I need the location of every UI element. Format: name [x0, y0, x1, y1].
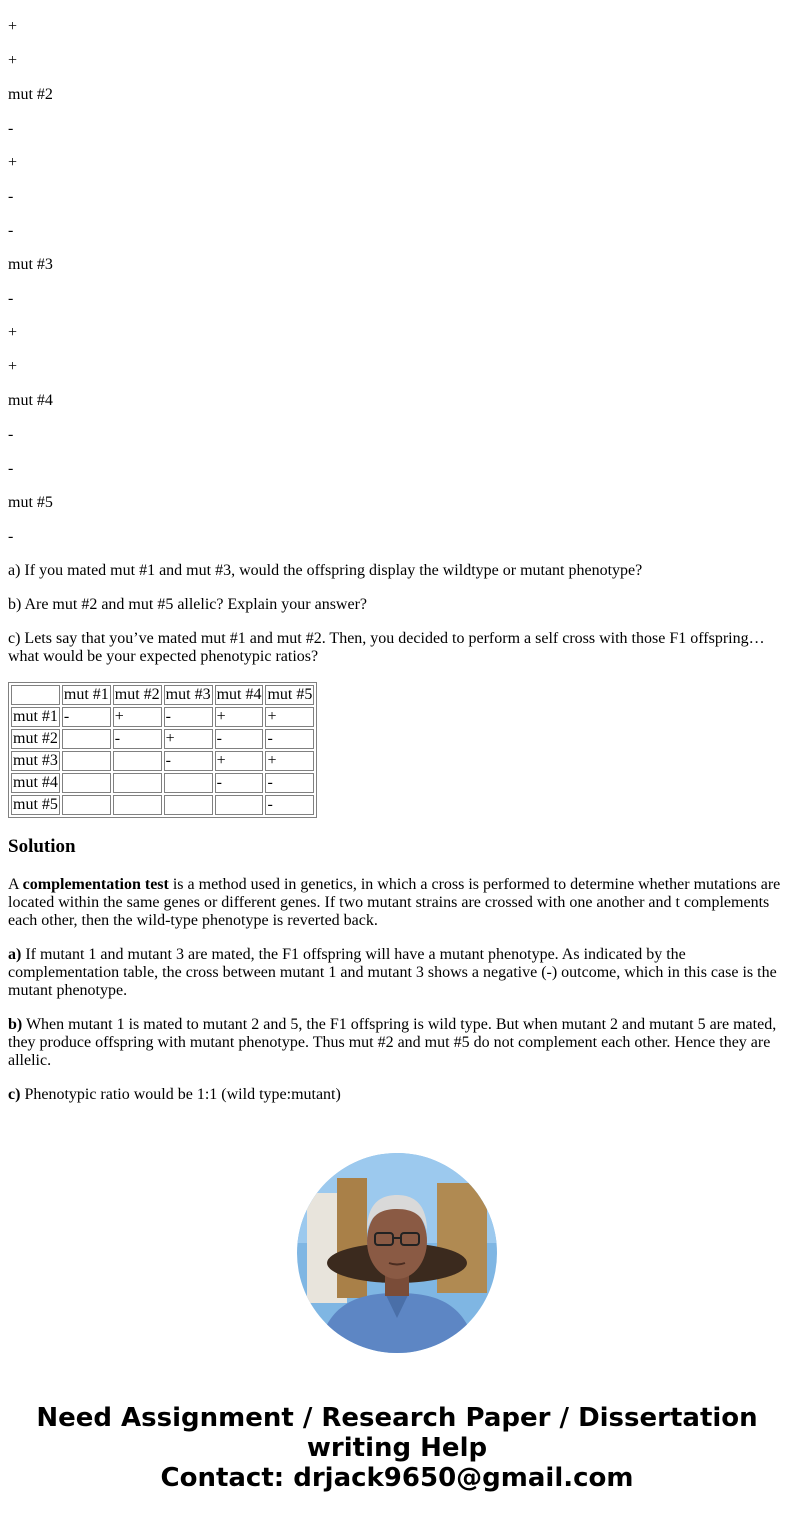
table-cell: mut #1 — [13, 708, 58, 725]
intro-post: is a method used in genetics, in which a cross is performed to determine whether mutations are located within the same genes or different genes. If two mutant strains are crossed with one another and t complements each other, then the wild-type phenotype is reverted back. — [8, 876, 781, 929]
table-cell: + — [215, 751, 264, 771]
table-cell: - — [164, 751, 213, 771]
table-header-row — [11, 685, 314, 705]
table-cell — [113, 751, 162, 771]
footer-line-1: Need Assignment / Research Paper / Dissertation — [36, 1403, 758, 1433]
footer-contact: Contact: drjack9650@gmail.com — [160, 1463, 634, 1493]
table-row — [11, 751, 314, 771]
solution-intro — [8, 876, 786, 930]
table-cell: mut #4 — [13, 774, 58, 791]
text-line: mut #3 — [8, 256, 53, 273]
text-line: + — [8, 52, 18, 69]
table-cell — [113, 795, 162, 815]
question-b: b) Are mut #2 and mut #5 allelic? Explain your answer? — [8, 596, 368, 613]
text-line: - — [8, 188, 14, 205]
answer-a-text: If mutant 1 and mutant 3 are mated, the F1 offspring will have a mutant phenotype. As indicated by the complementation table, the cross between mutant 1 and mutant 3 shows a negative (-) outcome, which in this case is the mutant phenotype. — [8, 946, 777, 999]
table-header-cell: mut #2 — [114, 686, 160, 703]
table-cell — [215, 795, 264, 815]
table-cell: - — [265, 773, 314, 793]
text-line: - — [8, 426, 14, 443]
table-cell — [62, 773, 111, 793]
table-cell: - — [265, 729, 314, 749]
table-cell: - — [62, 707, 111, 727]
text-line: + — [8, 358, 18, 375]
author-photo-illustration — [297, 1153, 497, 1353]
intro-pre: A — [8, 876, 23, 893]
table-cell — [113, 773, 162, 793]
table-row — [11, 795, 314, 815]
table-cell: - — [265, 795, 314, 815]
text-line: + — [8, 154, 18, 171]
answer-c-label: c) — [8, 1086, 21, 1103]
question-c: c) Lets say that you’ve mated mut #1 and mut #2. Then, you decided to perform a self cross with those F1 offspring… what would be your expected phenotypic ratios? — [8, 630, 765, 665]
text-line: - — [8, 460, 14, 477]
table-cell — [164, 795, 213, 815]
footer-promo — [0, 1403, 794, 1493]
table-header-cell: mut #1 — [63, 686, 109, 703]
table-cell: - — [215, 729, 264, 749]
table-header-cell — [11, 685, 60, 705]
solution-answer-b — [8, 1016, 786, 1070]
table-cell: - — [164, 707, 213, 727]
text-line: mut #5 — [8, 494, 53, 511]
table-cell: mut #3 — [13, 752, 58, 769]
answer-b-text: When mutant 1 is mated to mutant 2 and 5, the F1 offspring is wild type. But when mutant 2 and mutant 5 are mated, they produce offspring with mutant phenotype. Thus mut #2 and mut #5 do not complement each other. Hence they are allelic. — [8, 1016, 777, 1069]
table-cell — [62, 729, 111, 749]
table-header-cell: mut #5 — [267, 686, 313, 703]
table-cell: mut #2 — [13, 730, 58, 747]
table-cell — [164, 773, 213, 793]
answer-a-label: a) — [8, 946, 22, 963]
table-cell: + — [164, 729, 213, 749]
table-cell: + — [113, 707, 162, 727]
table-row — [11, 707, 314, 727]
table-cell: - — [113, 729, 162, 749]
table-cell: + — [265, 751, 314, 771]
text-line: - — [8, 120, 14, 137]
table-cell: + — [265, 707, 314, 727]
text-line: + — [8, 18, 18, 35]
text-line: mut #4 — [8, 392, 53, 409]
complementation-table — [8, 682, 317, 818]
table-header-cell: mut #4 — [216, 686, 262, 703]
table-row — [11, 729, 314, 749]
table-row — [11, 773, 314, 793]
table-cell — [62, 751, 111, 771]
table-cell — [62, 795, 111, 815]
answer-b-label: b) — [8, 1016, 23, 1033]
text-line: + — [8, 324, 18, 341]
table-cell: + — [215, 707, 264, 727]
table-cell: - — [215, 773, 264, 793]
footer-line-2: writing Help — [306, 1433, 488, 1463]
text-line: mut #2 — [8, 86, 53, 103]
text-line: - — [8, 290, 14, 307]
author-photo — [297, 1153, 497, 1353]
answer-c-text: Phenotypic ratio would be 1:1 (wild type:mutant) — [20, 1086, 341, 1103]
table-header-cell: mut #3 — [165, 686, 211, 703]
text-line: - — [8, 528, 14, 545]
solution-answer-a — [8, 946, 786, 1000]
text-line: - — [8, 222, 14, 239]
question-a: a) If you mated mut #1 and mut #3, would the offspring display the wildtype or mutant phenotype? — [8, 562, 643, 579]
table-cell: mut #5 — [13, 796, 58, 813]
intro-bold-term: complementation test — [22, 876, 169, 893]
solution-answer-c — [8, 1086, 786, 1104]
solution-heading: Solution — [8, 836, 76, 857]
leading-lines — [8, 0, 786, 544]
